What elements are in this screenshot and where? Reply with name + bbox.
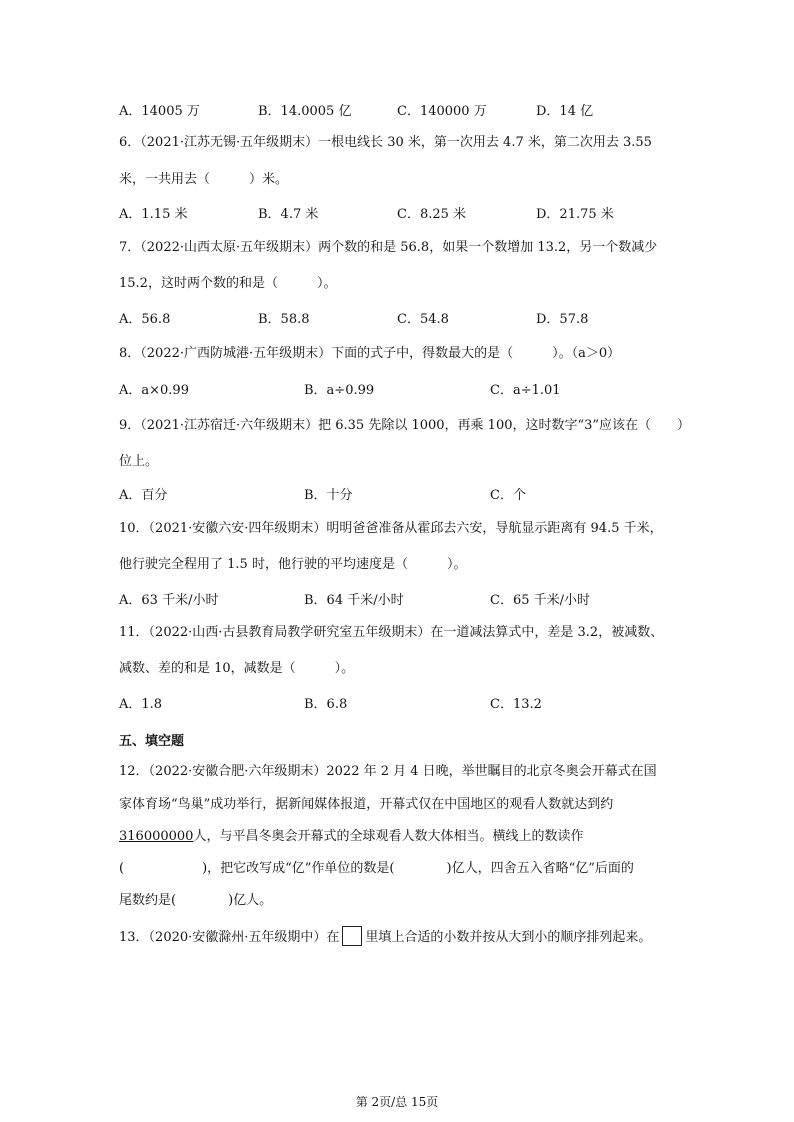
q8-option-b: B．a÷0.99 [304, 383, 375, 398]
q8-stem-line1: 8．（2022·广西防城港·五年级期末）下面的式子中，得数最大的是（ ）。（a＞0） [119, 346, 621, 361]
q11-option-b: B．6.8 [304, 697, 348, 712]
q5-option-a: A．14005 万 [119, 104, 200, 119]
q6-option-b: B．4.7 米 [258, 207, 319, 222]
q12-underlined-number: 316000000 [119, 829, 194, 844]
q9-option-a: A．百分 [119, 488, 168, 503]
q6-option-d: D．21.75 米 [536, 207, 614, 222]
q13-stem [119, 926, 651, 946]
section-title-fill-in: 五、填空题 [119, 734, 185, 749]
q10-option-a: A．63 千米/小时 [119, 593, 219, 608]
q8-option-a: A．a×0.99 [119, 383, 189, 398]
q11-stem-line2: 减数、差的和是 10，减数是（ ）。 [119, 661, 355, 676]
q11-stem-line1: 11．（2022·山西·古县教育局教学研究室五年级期末）在一道减法算式中，差是 3.2，被减数、 [119, 625, 664, 640]
q9-stem-line1: 9．（2021·江苏宿迁·六年级期末）把 6.35 先除以 1000，再乘 100，这时数字“3”应该在（ ） [119, 418, 691, 433]
q11-option-a: A．1.8 [119, 697, 163, 712]
q12-stem-line3 [119, 829, 583, 845]
q6-option-a: A．1.15 米 [119, 207, 188, 222]
q5-option-c: C．140000 万 [397, 104, 487, 119]
q8-option-c: C．a÷1.01 [490, 383, 561, 398]
q7-stem-line2: 15.2，这时两个数的和是（ ）。 [119, 276, 337, 291]
q13-stem-before: 13．（2020·安徽滁州·五年级期中）在 [119, 930, 340, 945]
q12-stem-line4: ( )，把它改写成“亿”作单位的数是( )亿人，四舍五入省略“亿”后面的 [119, 861, 634, 876]
page-footer: 第 2页/总 15页 [355, 1095, 439, 1109]
q12-stem-line5: 尾数约是( )亿人。 [119, 893, 273, 908]
q11-option-c: C．13.2 [490, 697, 542, 712]
q7-option-d: D．57.8 [536, 312, 589, 327]
q10-option-b: B．64 千米/小时 [304, 593, 404, 608]
q5-option-d: D．14 亿 [536, 104, 594, 119]
q5-option-b: B．14.0005 亿 [258, 104, 352, 119]
q13-stem-after: 里填上合适的小数并按从大到小的顺序排列起来。 [365, 930, 652, 945]
q6-stem-line2: 米，一共用去（ ）米。 [119, 172, 289, 187]
q9-option-c: C．个 [490, 488, 526, 503]
q7-option-a: A．56.8 [119, 312, 171, 327]
q10-stem-line1: 10．（2021·安徽六安·四年级期末）明明爸爸准备从霍邱去六安，导航显示距离有 94.5 千米， [119, 521, 663, 536]
q12-stem-line2: 家体育场“鸟巢”成功举行，据新闻媒体报道，开幕式仅在中国地区的观看人数就达到约 [119, 797, 614, 812]
q9-stem-line2: 位上。 [119, 454, 159, 469]
q6-stem-line1: 6．（2021·江苏无锡·五年级期末）一根电线长 30 米，第一次用去 4.7 米，第二次用去 3.55 [119, 135, 652, 150]
q12-stem-line1: 12．（2022·安徽合肥·六年级期末）2022 年 2 月 4 日晚，举世瞩目的北京冬奥会开幕式在国 [119, 764, 657, 779]
q7-option-c: C．54.8 [397, 312, 449, 327]
q12-stem-line3-rest: 人，与平昌冬奥会开幕式的全球观看人数大体相当。横线上的数读作 [193, 829, 584, 844]
q10-stem-line2: 他行驶完全程用了 1.5 时，他行驶的平均速度是（ ）。 [119, 557, 467, 572]
answer-box[interactable] [342, 926, 362, 946]
q7-stem-line1: 7．（2022·山西太原·五年级期末）两个数的和是 56.8，如果一个数增加 13.2，另一个数减少 [119, 240, 658, 255]
q10-option-c: C．65 千米/小时 [490, 593, 591, 608]
q7-option-b: B．58.8 [258, 312, 310, 327]
q6-option-c: C．8.25 米 [397, 207, 467, 222]
q9-option-b: B．十分 [304, 488, 353, 503]
